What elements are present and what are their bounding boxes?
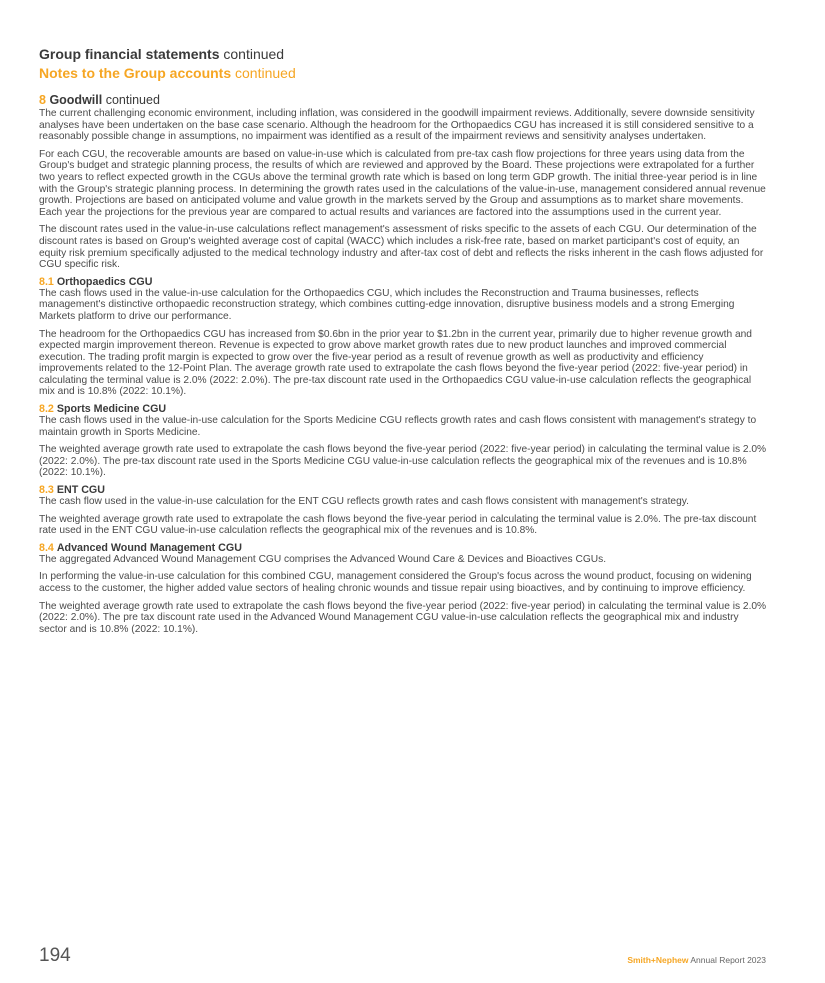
subsection-heading-ent <box>39 484 767 496</box>
subsection-number: 8.2 <box>39 403 54 416</box>
header-title-continued: continued <box>219 46 285 62</box>
subsection-heading-orthopaedics <box>39 276 767 288</box>
section-heading <box>39 93 767 108</box>
subsection-paragraph: The cash flow used in the value-in-use calculation for the ENT CGU reflects growth rates and cash flows consistent with management's strategy. <box>39 496 689 508</box>
subsection-paragraph: The headroom for the Orthopaedics CGU has increased from $0.6bn in the prior year to $1.2bn in the current year, primarily due to higher revenue growth and expected margin improvement thereon. Revenue is expected to grow above market growth rates due to new product launches and improved commercial execution. The trading profit margin is expected to grow over the five-year period as a result of revenue growth as well as productivity and efficiency improvements related to the 12-Point Plan. The average growth rate used to extrapolate the cash flows beyond the five-year period (2022: five-year period) in calculating the terminal value is 2.0% (2022: 2.0%). The pre-tax discount rate used in the Orthopaedics CGU value-in-use calculation reflects the geographical mix and is 10.8% (2022: 10.1%). <box>39 328 752 398</box>
section-continued: continued <box>102 93 160 107</box>
footer-brand-line <box>627 955 766 965</box>
section-number: 8 <box>39 93 46 107</box>
header-title-bold: Group financial statements <box>39 46 220 62</box>
section-paragraph: The current challenging economic environment, including inflation, was considered in the goodwill impairment reviews. Additionally, severe downside sensitivity analyses have been undertaken on the base case scenario. Although the headroom for the Orthopaedics CGU has increased it is still considered sensitive to a reasonably possible change in assumptions, no impairment was identified as a result of the impairment reviews and sensitivity analyses undertaken. <box>39 108 755 143</box>
header-subtitle-bold: Notes to the Group accounts <box>39 65 232 81</box>
subsection-paragraph: The cash flows used in the value-in-use calculation for the Orthopaedics CGU, which includes the Reconstruction and Trauma businesses, reflects management's distinctive orthopaedic reconstruction strategy, which combines cutting-edge innovation, disruptive business models and a strong Emerging Markets platform to drive our performance. <box>39 287 735 322</box>
page-header-subtitle <box>39 65 767 82</box>
subsection-paragraph: The weighted average growth rate used to extrapolate the cash flows beyond the five-year period (2022: five-year period) in calculating the terminal value is 2.0% (2022: 2.0%). The pre-tax discount rate used in the Sports Medicine CGU value-in-use calculation reflects the geographical mix of the revenues and is 10.8% (2022: 10.1%). <box>39 444 767 479</box>
subsection-paragraph: The cash flows used in the value-in-use calculation for the Sports Medicine CGU reflects growth rates and cash flows consistent with management's strategy to maintain growth in Sports Medicine. <box>39 415 757 438</box>
subsection-number: 8.3 <box>39 484 54 497</box>
brand-name: Smith+Nephew <box>627 955 689 965</box>
subsection-paragraph: The aggregated Advanced Wound Management CGU comprises the Advanced Wound Care & Devices and Bioactives CGUs. <box>39 553 607 565</box>
page-number: 194 <box>39 945 71 966</box>
section-paragraph: The discount rates used in the value-in-use calculations reflect management's assessment of risks specific to the assets of each CGU. Our determination of the discount rates is based on Group's weighted average cost of capital (WACC) which includes a risk-free rate, based on market participant's cost of equity, an equity risk premium specifically adjusted to the medical technology industry and after-tax cost of debt and reflects the risks inherent in the cash flows adjusted for CGU specific risk. <box>39 224 764 271</box>
page-content <box>39 46 767 635</box>
subsection-number: 8.1 <box>39 275 54 288</box>
subsection-heading-sports-medicine <box>39 403 767 415</box>
subsection-paragraph: The weighted average growth rate used to extrapolate the cash flows beyond the five-year period in calculating the terminal value is 2.0%. The pre-tax discount rate used in the ENT CGU value-in-use calculation reflects the geographical mix of the revenues and is 10.8%. <box>39 513 757 537</box>
report-title: Annual Report 2023 <box>688 955 766 965</box>
page-header-title <box>39 46 767 63</box>
subsection-paragraph: The weighted average growth rate used to extrapolate the cash flows beyond the five-year period (2022: five-year period) in calculating the terminal value is 2.0% (2022: 2.0%). The pre tax discount rate used in the Advanced Wound Management CGU value-in-use calculation reflects the geographical mix and industry sector and is 10.8% (2022: 10.1%). <box>39 600 767 635</box>
subsection-name: Advanced Wound Management CGU <box>56 541 242 554</box>
section-name: Goodwill <box>49 93 103 107</box>
section-paragraph: For each CGU, the recoverable amounts are based on value-in-use which is calculated from pre-tax cash flow projections for three years using data from the Group's budget and strategic planning process, the results of which are reviewed and approved by the Board. These projections were extrapolated for a further two years to reflect expected growth in the CGUs above the terminal growth rate which is based on long term GDP growth. The initial three-year period is in line with the Group's strategic planning process. In determining the growth rates used in the calculations of the value-in-use, management considered annual revenue growth. Projections are based on anticipated volume and value growth in the markets served by the Group and assumptions as to market share movements. Each year the projections for the previous year are compared to actual results and variances are factored into the assumptions used in the current year. <box>39 148 766 218</box>
subsection-name: Sports Medicine CGU <box>56 403 167 416</box>
header-subtitle-continued: continued <box>231 65 296 81</box>
subsection-paragraph: In performing the value-in-use calculation for this combined CGU, management considered the Group's focus across the wound product, focusing on widening access to the customer, the higher added value sectors of healing chronic wounds and tissue repair using bioactives, and by continuing to improve efficiency. <box>39 571 752 594</box>
subsection-name: Orthopaedics CGU <box>56 275 153 288</box>
subsection-name: ENT CGU <box>56 484 105 497</box>
subsection-number: 8.4 <box>39 541 54 554</box>
subsection-heading-advanced-wound-management <box>39 542 767 554</box>
